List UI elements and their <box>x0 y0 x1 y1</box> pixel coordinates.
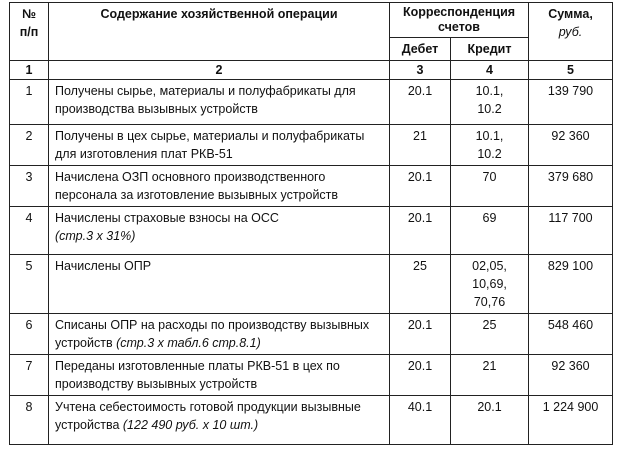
column-number: 4 <box>451 61 529 80</box>
row-debit: 40.1 <box>390 396 451 445</box>
column-number: 2 <box>49 61 390 80</box>
row-debit: 21 <box>390 125 451 166</box>
row-debit: 20.1 <box>390 80 451 125</box>
row-note: (стр.3 х табл.6 стр.8.1) <box>116 336 261 350</box>
row-debit: 20.1 <box>390 355 451 396</box>
column-number: 1 <box>10 61 49 80</box>
row-credit: 10.1, 10.2 <box>451 80 529 125</box>
header-correspondence: Корреспонденция счетов <box>390 3 529 38</box>
column-numbers-row <box>10 61 613 80</box>
row-description <box>49 355 390 396</box>
row-sum: 379 680 <box>529 166 613 207</box>
header-content: Содержание хозяйственной операции <box>49 3 390 61</box>
row-num: 8 <box>10 396 49 445</box>
row-text: Переданы изготовленные платы РКВ-51 в цех по производству вызывных устройств <box>55 359 340 391</box>
row-sum: 117 700 <box>529 207 613 255</box>
row-debit: 20.1 <box>390 166 451 207</box>
table-row <box>10 80 613 125</box>
row-num: 4 <box>10 207 49 255</box>
table-row <box>10 314 613 355</box>
row-text: Учтена себестоимость готовой продукции вызывные устройства <box>55 400 361 432</box>
row-debit: 25 <box>390 255 451 314</box>
row-credit: 69 <box>451 207 529 255</box>
header-row <box>10 3 613 38</box>
row-sum: 92 360 <box>529 355 613 396</box>
row-sum: 92 360 <box>529 125 613 166</box>
header-sum <box>529 3 613 61</box>
row-num: 2 <box>10 125 49 166</box>
row-note: (стр.3 х 31%) <box>55 229 136 243</box>
row-text: Получены в цех сырье, материалы и полуфабрикаты для изготовления плат РКВ-51 <box>55 129 365 161</box>
column-number: 3 <box>390 61 451 80</box>
column-number: 5 <box>529 61 613 80</box>
row-description <box>49 255 390 314</box>
row-num: 5 <box>10 255 49 314</box>
header-num: № п/п <box>10 3 49 61</box>
row-credit: 10.1, 10.2 <box>451 125 529 166</box>
table-row <box>10 396 613 445</box>
table-row <box>10 166 613 207</box>
row-num: 6 <box>10 314 49 355</box>
row-sum: 829 100 <box>529 255 613 314</box>
row-debit: 20.1 <box>390 314 451 355</box>
row-text: Списаны ОПР на расходы по производству вызывных устройств <box>55 318 370 350</box>
row-credit: 25 <box>451 314 529 355</box>
header-debit: Дебет <box>390 38 451 61</box>
header-sum-label: Сумма, <box>548 7 593 21</box>
row-text: Получены сырье, материалы и полуфабрикаты для производства вызывных устройств <box>55 84 356 116</box>
row-note: (122 490 руб. х 10 шт.) <box>122 418 259 432</box>
row-description <box>49 207 390 255</box>
row-text: Начислены ОПР <box>55 259 152 273</box>
row-debit: 20.1 <box>390 207 451 255</box>
operations-table <box>9 2 613 445</box>
row-num: 1 <box>10 80 49 125</box>
table-row <box>10 207 613 255</box>
row-credit: 20.1 <box>451 396 529 445</box>
row-credit: 70 <box>451 166 529 207</box>
row-text: Начислена ОЗП основного производственного персонала за изготовление вызывных устройств <box>55 170 339 202</box>
row-description <box>49 166 390 207</box>
row-credit: 02,05, 10,69, 70,76 <box>451 255 529 314</box>
row-description <box>49 125 390 166</box>
row-description <box>49 314 390 355</box>
header-credit: Кредит <box>451 38 529 61</box>
row-sum: 1 224 900 <box>529 396 613 445</box>
row-text: Начислены страховые взносы на ОСС <box>55 211 279 225</box>
row-credit: 21 <box>451 355 529 396</box>
row-num: 7 <box>10 355 49 396</box>
table-row <box>10 355 613 396</box>
table-row <box>10 255 613 314</box>
row-description <box>49 80 390 125</box>
row-sum: 548 460 <box>529 314 613 355</box>
header-sum-unit: руб. <box>558 25 583 39</box>
row-description <box>49 396 390 445</box>
row-num: 3 <box>10 166 49 207</box>
table-row <box>10 125 613 166</box>
row-sum: 139 790 <box>529 80 613 125</box>
